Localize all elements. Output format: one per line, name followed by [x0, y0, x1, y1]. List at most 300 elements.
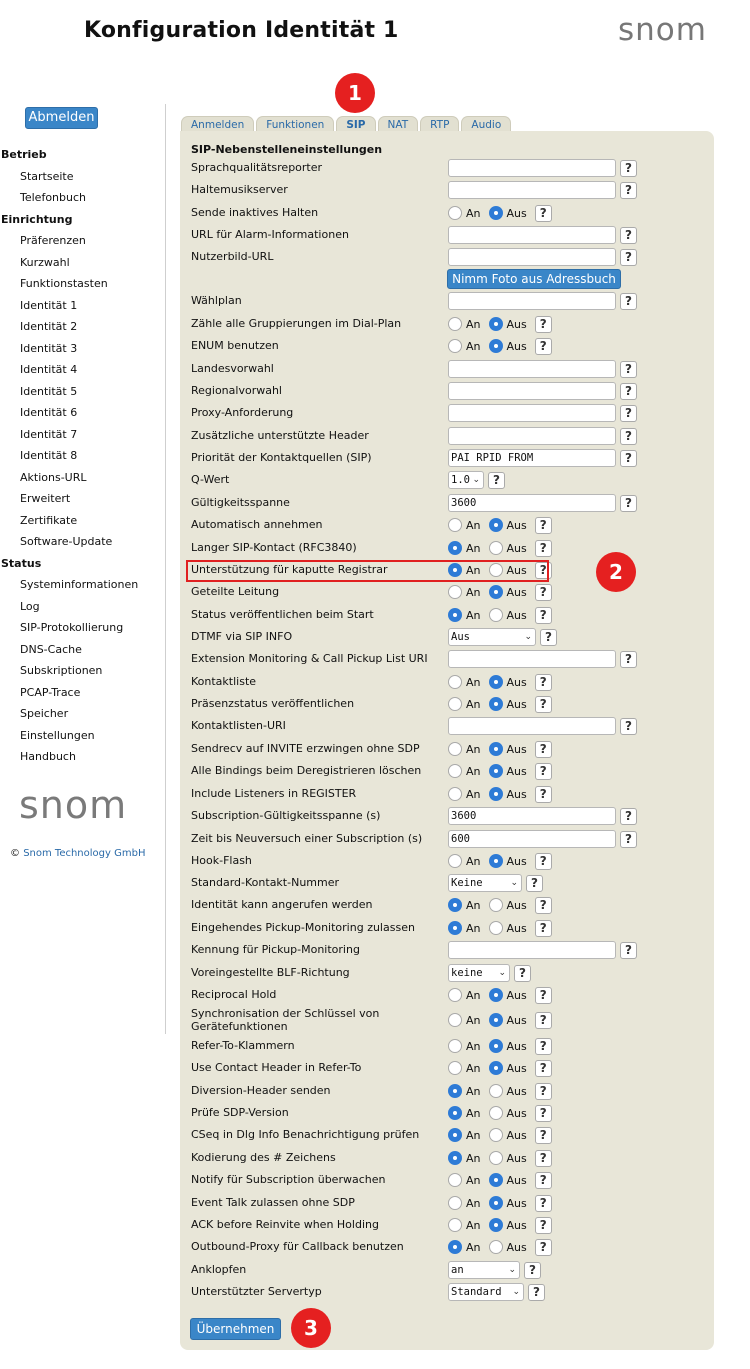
setting-text-input[interactable] — [448, 404, 616, 422]
setting-control — [448, 716, 637, 736]
setting-control — [448, 582, 552, 602]
setting-row — [180, 850, 714, 872]
setting-text-input[interactable] — [448, 382, 616, 400]
radio-on-label: An — [466, 563, 481, 577]
setting-control — [448, 1215, 552, 1235]
radio-off-label: Aus — [506, 563, 527, 577]
chevron-down-icon: ⌄ — [512, 1287, 520, 1297]
setting-text-input[interactable] — [448, 360, 616, 378]
help-button[interactable]: ? — [535, 205, 552, 222]
setting-control — [448, 359, 637, 379]
help-button[interactable]: ? — [620, 160, 637, 177]
setting-label: Kennung für Pickup-Monitoring — [191, 943, 360, 956]
sidebar-item-identitaet-3[interactable]: Identität 3 — [20, 341, 78, 355]
help-button[interactable]: ? — [620, 808, 637, 825]
radio-on[interactable] — [448, 1084, 462, 1098]
on-off-radio-group — [448, 921, 531, 935]
radio-on-label: An — [466, 1173, 481, 1187]
setting-row — [180, 962, 714, 984]
tab-rtp[interactable]: RTP — [420, 116, 459, 133]
setting-select[interactable] — [448, 628, 536, 646]
setting-row — [180, 984, 714, 1006]
radio-off[interactable] — [489, 898, 503, 912]
setting-label: Langer SIP-Kontact (RFC3840) — [191, 541, 357, 554]
sidebar-item-startseite[interactable]: Startseite — [20, 169, 74, 183]
radio-off[interactable] — [489, 1196, 503, 1210]
radio-on[interactable] — [448, 1128, 462, 1142]
on-off-radio-group — [448, 1039, 531, 1053]
setting-control — [448, 694, 552, 714]
radio-off[interactable] — [489, 206, 503, 220]
help-button[interactable]: ? — [620, 361, 637, 378]
on-off-radio-group — [448, 697, 531, 711]
setting-row — [180, 671, 714, 693]
setting-row — [180, 738, 714, 760]
help-button[interactable]: ? — [535, 1012, 552, 1029]
help-button[interactable]: ? — [535, 741, 552, 758]
select-value: keine — [451, 967, 483, 979]
sidebar-item-kurzwahl[interactable]: Kurzwahl — [20, 255, 70, 269]
setting-control — [448, 448, 637, 468]
setting-row — [180, 179, 714, 201]
radio-on-label: An — [466, 787, 481, 801]
on-off-radio-group — [448, 898, 531, 912]
setting-label: Unterstützter Servertyp — [191, 1285, 322, 1298]
radio-off[interactable] — [489, 339, 503, 353]
setting-label: Sendrecv auf INVITE erzwingen ohne SDP — [191, 742, 420, 755]
copyright-link[interactable]: Snom Technology GmbH — [23, 848, 146, 859]
help-button[interactable]: ? — [620, 651, 637, 668]
on-off-radio-group — [448, 541, 531, 555]
radio-off[interactable] — [489, 742, 503, 756]
setting-text-input[interactable] — [448, 181, 616, 199]
setting-label: Zähle alle Gruppierungen im Dial-Plan — [191, 317, 402, 330]
radio-on[interactable] — [448, 764, 462, 778]
help-button[interactable]: ? — [535, 316, 552, 333]
setting-text-input[interactable] — [448, 292, 616, 310]
help-button[interactable]: ? — [535, 786, 552, 803]
setting-row — [180, 1147, 714, 1169]
setting-text-input[interactable]: PAI RPID FROM — [448, 449, 616, 467]
help-button[interactable]: ? — [535, 562, 552, 579]
setting-row — [180, 760, 714, 782]
help-button[interactable]: ? — [535, 696, 552, 713]
radio-off-label: Aus — [506, 1173, 527, 1187]
settings-panel — [180, 131, 714, 1350]
setting-label: Automatisch annehmen — [191, 518, 323, 531]
setting-select[interactable] — [448, 1261, 520, 1279]
help-button[interactable]: ? — [535, 987, 552, 1004]
setting-text-input[interactable] — [448, 248, 616, 266]
radio-on-label: An — [466, 1151, 481, 1165]
help-button[interactable]: ? — [535, 853, 552, 870]
radio-on[interactable] — [448, 921, 462, 935]
setting-control — [448, 627, 557, 647]
sidebar-item-dns-cache[interactable]: DNS-Cache — [20, 642, 82, 656]
setting-select[interactable] — [448, 964, 510, 982]
sidebar-item-identitaet-7[interactable]: Identität 7 — [20, 427, 78, 441]
tab-funktionen[interactable]: Funktionen — [256, 116, 334, 133]
on-off-radio-group — [448, 317, 531, 331]
radio-off[interactable] — [489, 921, 503, 935]
radio-off-label: Aus — [506, 742, 527, 756]
radio-on-label: An — [466, 608, 481, 622]
radio-on[interactable] — [448, 787, 462, 801]
help-button[interactable]: ? — [535, 1060, 552, 1077]
radio-off-label: Aus — [506, 1013, 527, 1027]
sidebar-item-log[interactable]: Log — [20, 599, 40, 613]
setting-control — [448, 829, 637, 849]
sidebar-item-praeferenzen[interactable]: Präferenzen — [20, 234, 86, 247]
chevron-down-icon: ⌄ — [524, 632, 532, 642]
setting-row — [180, 425, 714, 447]
sidebar-item-speicher[interactable]: Speicher — [20, 707, 69, 720]
setting-label: Haltemusikserver — [191, 183, 288, 196]
help-button[interactable]: ? — [514, 965, 531, 982]
setting-text-input[interactable] — [448, 717, 616, 735]
setting-select[interactable] — [448, 1283, 524, 1301]
setting-text-input[interactable] — [448, 226, 616, 244]
sidebar-item-identitaet-5[interactable]: Identität 5 — [20, 384, 78, 398]
help-button[interactable]: ? — [535, 607, 552, 624]
sidebar-item-telefonbuch[interactable]: Telefonbuch — [20, 191, 86, 204]
help-button[interactable]: ? — [620, 293, 637, 310]
setting-row — [180, 335, 714, 357]
tab-anmelden[interactable]: Anmelden — [181, 116, 254, 133]
sidebar-item-funktionstasten[interactable]: Funktionstasten — [20, 277, 108, 290]
radio-on[interactable] — [448, 1013, 462, 1027]
setting-row — [180, 939, 714, 961]
help-button[interactable]: ? — [528, 1284, 545, 1301]
help-button[interactable]: ? — [526, 875, 543, 892]
setting-control — [448, 515, 552, 535]
radio-off[interactable] — [489, 675, 503, 689]
setting-control — [448, 158, 637, 178]
sidebar-item-subskriptionen[interactable]: Subskriptionen — [20, 664, 103, 677]
radio-on-label: An — [466, 339, 481, 353]
radio-off[interactable] — [489, 317, 503, 331]
setting-label: Subscription-Gültigkeitsspanne (s) — [191, 809, 381, 822]
sidebar-item-identitaet-4[interactable]: Identität 4 — [20, 363, 78, 376]
sidebar-item-identitaet-2[interactable]: Identität 2 — [20, 320, 78, 333]
setting-text-input[interactable]: 3600 — [448, 494, 616, 512]
sidebar-item-systeminformationen[interactable]: Systeminformationen — [20, 578, 139, 591]
sidebar-item-zertifikate[interactable]: Zertifikate — [20, 513, 78, 527]
radio-off[interactable] — [489, 518, 503, 532]
sidebar-item-identitaet-8[interactable]: Identität 8 — [20, 449, 78, 462]
setting-control — [448, 895, 552, 915]
help-button[interactable]: ? — [535, 897, 552, 914]
setting-control — [448, 426, 637, 446]
setting-label: Präsenzstatus veröffentlichen — [191, 697, 355, 710]
setting-row — [180, 157, 714, 179]
on-off-radio-group — [448, 1218, 531, 1232]
sidebar-item-identitaet-6[interactable]: Identität 6 — [20, 406, 78, 419]
sidebar-item-handbuch[interactable]: Handbuch — [20, 750, 76, 763]
setting-row — [180, 1192, 714, 1214]
setting-label: DTMF via SIP INFO — [191, 630, 293, 643]
setting-text-input[interactable] — [448, 427, 616, 445]
setting-control — [448, 985, 552, 1005]
setting-row — [180, 313, 714, 335]
setting-label: Voreingestellte BLF-Richtung — [191, 966, 350, 979]
sidebar-item-identitaet-1[interactable]: Identität 1 — [20, 298, 78, 312]
setting-row — [180, 358, 714, 380]
radio-on-label: An — [466, 854, 481, 868]
radio-on[interactable] — [448, 988, 462, 1002]
radio-on[interactable] — [448, 675, 462, 689]
select-value: 1.0 — [451, 474, 470, 486]
setting-control — [448, 806, 637, 826]
setting-label: Geteilte Leitung — [191, 585, 280, 598]
sidebar-item-erweitert[interactable]: Erweitert — [20, 492, 71, 505]
sidebar-item-pcap-trace[interactable]: PCAP-Trace — [20, 685, 81, 699]
radio-off[interactable] — [489, 764, 503, 778]
select-value: an — [451, 1264, 464, 1276]
radio-on-label: An — [466, 742, 481, 756]
setting-control — [448, 672, 552, 692]
setting-label: Sende inaktives Halten — [191, 206, 319, 219]
radio-off[interactable] — [489, 1013, 503, 1027]
radio-off[interactable] — [489, 1084, 503, 1098]
select-value: Keine — [451, 877, 483, 889]
help-button[interactable]: ? — [620, 495, 637, 512]
setting-label: ACK before Reinvite when Holding — [191, 1218, 379, 1231]
radio-on[interactable] — [448, 608, 462, 622]
radio-on[interactable] — [448, 585, 462, 599]
radio-off[interactable] — [489, 1106, 503, 1120]
tab-audio[interactable]: Audio — [461, 116, 511, 133]
setting-row — [180, 783, 714, 805]
radio-off-label: Aus — [506, 921, 527, 935]
sidebar-divider — [165, 104, 166, 1034]
setting-control — [448, 1260, 541, 1280]
radio-on[interactable] — [448, 1240, 462, 1254]
help-button[interactable]: ? — [620, 831, 637, 848]
help-button[interactable]: ? — [535, 1195, 552, 1212]
setting-row — [180, 447, 714, 469]
radio-on-label: An — [466, 1039, 481, 1053]
radio-off[interactable] — [489, 608, 503, 622]
tab-sip[interactable]: SIP — [336, 116, 375, 133]
setting-control — [448, 470, 505, 490]
radio-on[interactable] — [448, 697, 462, 711]
help-button[interactable]: ? — [620, 942, 637, 959]
setting-row — [180, 648, 714, 670]
sidebar-item-sip-protokollierung[interactable]: SIP-Protokollierung — [20, 621, 124, 634]
radio-off-label: Aus — [506, 339, 527, 353]
logout-button[interactable]: Abmelden — [25, 107, 98, 129]
radio-off[interactable] — [489, 1128, 503, 1142]
on-off-radio-group — [448, 764, 531, 778]
sidebar-section-status: Status — [1, 556, 42, 570]
setting-row — [180, 224, 714, 246]
setting-row — [180, 604, 714, 626]
help-button[interactable]: ? — [620, 718, 637, 735]
setting-text-input[interactable]: 600 — [448, 830, 616, 848]
setting-row — [180, 1080, 714, 1102]
help-button[interactable]: ? — [535, 1083, 552, 1100]
page-title: Konfiguration Identität 1 — [84, 18, 399, 43]
radio-on[interactable] — [448, 1039, 462, 1053]
help-button[interactable]: ? — [620, 227, 637, 244]
radio-off-label: Aus — [506, 206, 527, 220]
help-button[interactable]: ? — [535, 1172, 552, 1189]
help-button[interactable]: ? — [535, 1217, 552, 1234]
help-button[interactable]: ? — [535, 584, 552, 601]
radio-on[interactable] — [448, 317, 462, 331]
setting-row — [180, 537, 714, 559]
radio-off[interactable] — [489, 854, 503, 868]
setting-text-input[interactable] — [448, 941, 616, 959]
radio-off[interactable] — [489, 541, 503, 555]
on-off-radio-group — [448, 675, 531, 689]
help-button[interactable]: ? — [620, 405, 637, 422]
radio-off[interactable] — [489, 1061, 503, 1075]
radio-on[interactable] — [448, 1196, 462, 1210]
help-button[interactable]: ? — [540, 629, 557, 646]
on-off-radio-group — [448, 206, 531, 220]
on-off-radio-group — [448, 1128, 531, 1142]
radio-on[interactable] — [448, 1106, 462, 1120]
setting-control — [448, 1058, 552, 1078]
setting-row — [180, 1169, 714, 1191]
highlight-box — [186, 560, 549, 582]
setting-text-input[interactable] — [448, 159, 616, 177]
setting-label: Landesvorwahl — [191, 362, 274, 375]
radio-on[interactable] — [448, 541, 462, 555]
help-button[interactable]: ? — [535, 540, 552, 557]
setting-label: Event Talk zulassen ohne SDP — [191, 1196, 355, 1209]
radio-on-label: An — [466, 541, 481, 555]
setting-row — [180, 514, 714, 536]
radio-on[interactable] — [448, 854, 462, 868]
sidebar-section-betrieb: Betrieb — [1, 148, 47, 161]
snom-logo-footer: snom — [19, 783, 128, 827]
on-off-radio-group — [448, 1061, 531, 1075]
help-button[interactable]: ? — [535, 1239, 552, 1256]
radio-off[interactable] — [489, 988, 503, 1002]
help-button[interactable]: ? — [488, 472, 505, 489]
radio-off[interactable] — [489, 697, 503, 711]
radio-off[interactable] — [489, 585, 503, 599]
radio-on-label: An — [466, 921, 481, 935]
step-marker-3: 3 — [291, 1308, 331, 1348]
sidebar-item-software-update[interactable]: Software-Update — [20, 535, 113, 548]
radio-on[interactable] — [448, 1061, 462, 1075]
help-button[interactable]: ? — [535, 1127, 552, 1144]
chevron-down-icon: ⌄ — [510, 878, 518, 888]
radio-off-label: Aus — [506, 541, 527, 555]
on-off-radio-group — [448, 854, 531, 868]
radio-on[interactable] — [448, 339, 462, 353]
setting-label: Reciprocal Hold — [191, 988, 277, 1001]
radio-on-label: An — [466, 1106, 481, 1120]
setting-row — [180, 715, 714, 737]
radio-on[interactable] — [448, 742, 462, 756]
radio-off-label: Aus — [506, 697, 527, 711]
help-button[interactable]: ? — [620, 428, 637, 445]
help-button[interactable]: ? — [535, 763, 552, 780]
radio-off-label: Aus — [506, 1084, 527, 1098]
radio-on[interactable] — [448, 206, 462, 220]
radio-off[interactable] — [489, 1240, 503, 1254]
setting-label: Notify für Subscription überwachen — [191, 1173, 386, 1186]
help-button[interactable]: ? — [620, 450, 637, 467]
radio-off-label: Aus — [506, 1106, 527, 1120]
apply-button[interactable]: Übernehmen — [190, 1318, 281, 1340]
on-off-radio-group — [448, 585, 531, 599]
setting-row — [180, 1281, 714, 1303]
setting-select[interactable] — [448, 471, 484, 489]
radio-off[interactable] — [489, 1039, 503, 1053]
help-button[interactable]: ? — [620, 182, 637, 199]
sidebar-item-aktions-url[interactable]: Aktions-URL — [20, 470, 87, 484]
setting-row — [180, 1035, 714, 1057]
tab-nat[interactable]: NAT — [378, 116, 419, 133]
radio-off[interactable] — [489, 1218, 503, 1232]
setting-label: Outbound-Proxy für Callback benutzen — [191, 1240, 404, 1253]
radio-on-label: An — [466, 1240, 481, 1254]
setting-row — [180, 268, 714, 290]
setting-control — [448, 851, 552, 871]
setting-label: Gültigkeitsspanne — [191, 496, 290, 509]
radio-off[interactable] — [489, 1151, 503, 1165]
sidebar-item-einstellungen[interactable]: Einstellungen — [20, 728, 95, 742]
help-button[interactable]: ? — [535, 1150, 552, 1167]
setting-row — [180, 872, 714, 894]
setting-row — [180, 805, 714, 827]
setting-text-input[interactable] — [448, 650, 616, 668]
help-button[interactable]: ? — [620, 249, 637, 266]
radio-off-label: Aus — [506, 898, 527, 912]
setting-control — [448, 336, 552, 356]
setting-control — [448, 1081, 552, 1101]
setting-control — [448, 493, 637, 513]
setting-control — [448, 291, 637, 311]
setting-row — [180, 1009, 714, 1031]
help-button[interactable]: ? — [535, 517, 552, 534]
help-button[interactable]: ? — [535, 920, 552, 937]
setting-row — [180, 1259, 714, 1281]
radio-off[interactable] — [489, 1173, 503, 1187]
help-button[interactable]: ? — [535, 674, 552, 691]
setting-label: Alle Bindings beim Deregistrieren löschen — [191, 764, 422, 777]
chevron-down-icon: ⌄ — [498, 968, 506, 978]
setting-row — [180, 917, 714, 939]
radio-on[interactable] — [448, 1151, 462, 1165]
help-button[interactable]: ? — [535, 1038, 552, 1055]
radio-off-label: Aus — [506, 518, 527, 532]
help-button[interactable]: ? — [524, 1262, 541, 1279]
help-button[interactable]: ? — [535, 338, 552, 355]
radio-on[interactable] — [448, 898, 462, 912]
photo-from-addressbook-button[interactable]: Nimm Foto aus Adressbuch — [447, 269, 621, 289]
setting-text-input[interactable]: 3600 — [448, 807, 616, 825]
radio-on-label: An — [466, 518, 481, 532]
setting-select[interactable] — [448, 874, 522, 892]
setting-label: Kontaktliste — [191, 675, 257, 688]
help-button[interactable]: ? — [620, 383, 637, 400]
setting-label: Anklopfen — [191, 1263, 247, 1276]
radio-on[interactable] — [448, 518, 462, 532]
help-button[interactable]: ? — [535, 1105, 552, 1122]
radio-on[interactable] — [448, 1218, 462, 1232]
setting-control — [448, 761, 552, 781]
setting-label: Zusätzliche unterstützte Header — [191, 429, 369, 442]
radio-on[interactable] — [448, 1173, 462, 1187]
radio-off[interactable] — [489, 787, 503, 801]
